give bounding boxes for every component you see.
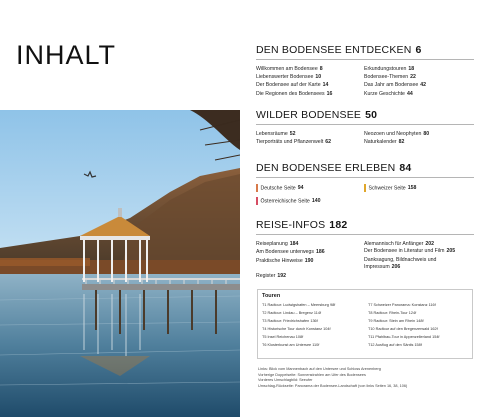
list-item[interactable]: Praktische Hinweise 190 <box>256 257 314 264</box>
tour-item[interactable]: T8 Radtour: Rhein-Tour 124f <box>368 311 417 316</box>
credit-line: Vorderes Umschlagbild: Seeufer <box>258 378 313 383</box>
credit-line: Links: Blick vom Mannenbach auf den Untersee und Schloss Arenenberg <box>258 367 381 371</box>
list-item[interactable]: Register 192 <box>256 273 286 280</box>
tour-item[interactable]: T3 Radtour: Friedrichshafen 136f <box>262 319 318 324</box>
tour-item[interactable]: T5 Insel Reichenau 108f <box>262 335 304 340</box>
section-entdecken <box>256 44 474 98</box>
section-heading <box>256 162 474 174</box>
tour-item[interactable]: T2 Radtour: Lindau – Bregenz 114f <box>262 311 322 316</box>
switzerland-marker <box>364 184 366 192</box>
lake-gazebo-photo <box>0 110 240 417</box>
list-item[interactable]: Die Regionen des Bodensees 16 <box>256 90 333 97</box>
credit-line: Vorherige Doppelseite: Sonnenstrahlen am Ufer des Bodensees <box>258 372 366 377</box>
austria-marker <box>256 197 258 205</box>
section-title: WILDER BODENSEE <box>256 109 362 121</box>
list-item[interactable]: Reiseplanung 184 <box>256 241 299 247</box>
tours-box <box>257 289 473 359</box>
tour-item[interactable]: T11 Pfahlbau-Tour in Appenzellerland 154f <box>368 335 440 340</box>
section-erleben <box>256 162 474 205</box>
list-item[interactable]: Danksagung, Bildnachweis und Impressum 206 <box>364 256 437 270</box>
credit-line: Umschlag-Rückseite: Panorama der Bodensee-Landschaft (von links Seiten 16, 38, 106) <box>258 383 408 388</box>
tour-item[interactable]: T1 Radtour: Ludwigshafen – Meersburg 98f <box>262 303 336 307</box>
list-item[interactable]: Liebenswerter Bodensee 10 <box>256 74 322 81</box>
tour-item[interactable]: T7 Schweizer Panorama: Konstanz 116f <box>368 303 436 307</box>
section-page: 84 <box>399 162 412 174</box>
section-heading <box>256 109 474 121</box>
tour-item[interactable]: T4 Historische Tour durch Konstanz 104f <box>262 327 331 332</box>
list-item[interactable]: Österreichische Seite 140 <box>256 197 360 206</box>
section-page: 50 <box>365 109 378 121</box>
section-divider <box>256 234 474 235</box>
section-divider <box>256 59 474 60</box>
list-item[interactable]: Schweizer Seite 158 <box>364 184 474 193</box>
tours-title: Touren <box>262 293 281 299</box>
section-divider <box>256 177 474 178</box>
section-wilder <box>256 109 474 146</box>
section-page: 182 <box>329 219 348 231</box>
page-title: INHALT <box>16 40 117 70</box>
germany-marker <box>256 184 258 192</box>
list-item[interactable]: Am Bodensee unterwegs 186 <box>256 249 325 256</box>
section-title: REISE-INFOS <box>256 219 326 231</box>
section-page: 6 <box>415 44 422 56</box>
section-title: DEN BODENSEE ENTDECKEN <box>256 44 412 56</box>
list-item[interactable]: Neozoen und Neophyten 80 <box>364 131 430 137</box>
list-item[interactable]: Alemannisch für Anfänger 202 <box>364 241 435 247</box>
list-item[interactable]: Der Bodensee in Literatur und Film 205 <box>364 248 456 255</box>
tour-item[interactable]: T9 Radtour: Stein am Rhein 148f <box>368 319 424 324</box>
list-item[interactable]: Naturkalender 82 <box>364 139 405 146</box>
list-item[interactable]: Willkommen am Bodensee 8 <box>256 66 323 72</box>
section-heading <box>256 44 474 56</box>
list-item[interactable]: Tierporträts und Pflanzenwelt 62 <box>256 139 332 146</box>
tour-item[interactable]: T12 Ausflug auf den Säntis 158f <box>368 343 422 348</box>
section-heading <box>256 219 474 231</box>
tour-item[interactable]: T10 Radtour auf den Bregenzerwald 162f <box>368 327 438 332</box>
list-item[interactable]: Der Bodensee auf der Karte 14 <box>256 82 329 89</box>
tour-item[interactable]: T6 Klosterkunst am Untersee 110f <box>262 343 320 348</box>
section-title: DEN BODENSEE ERLEBEN <box>256 162 396 174</box>
list-item[interactable]: Lebensräume 52 <box>256 131 296 137</box>
section-divider <box>256 124 474 125</box>
list-item[interactable]: Kurze Geschichte 44 <box>364 90 413 97</box>
list-item[interactable]: Deutsche Seite 94 <box>256 184 360 193</box>
image-credits <box>258 367 474 389</box>
list-item[interactable]: Das Jahr am Bodensee 42 <box>364 82 426 89</box>
list-item[interactable]: Bodensee-Themen 22 <box>364 74 416 81</box>
section-reise-infos <box>256 219 474 280</box>
list-item[interactable]: Erkundungstouren 18 <box>364 66 415 72</box>
